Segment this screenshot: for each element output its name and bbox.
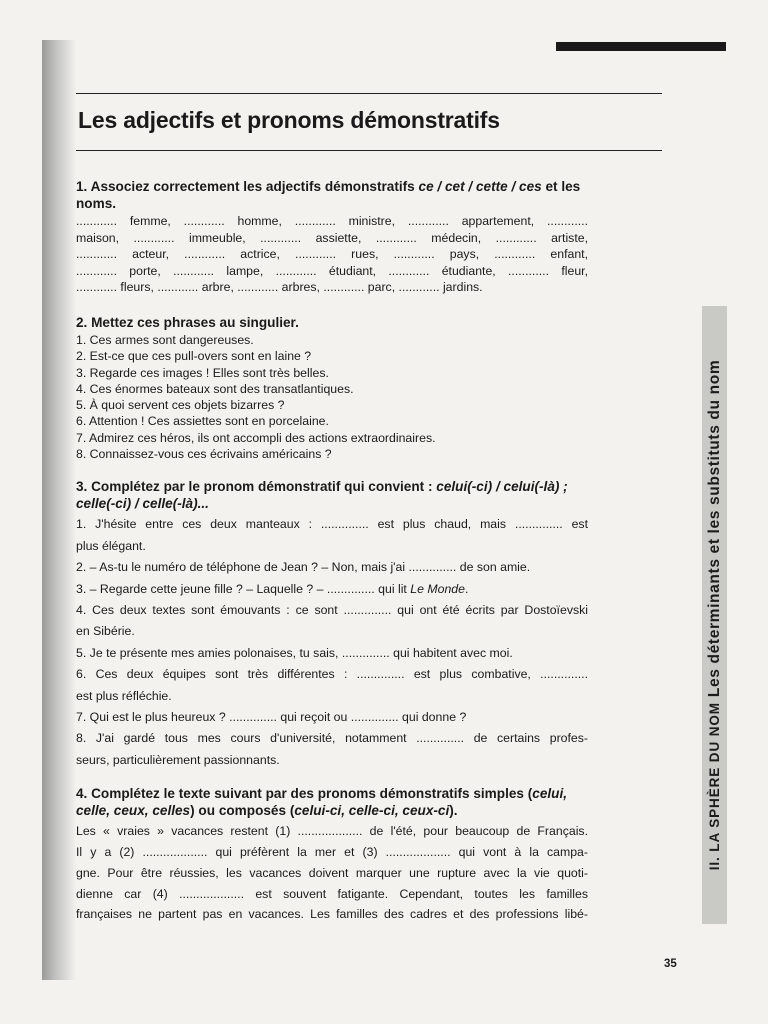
exercise-2-item: 7. Admirez ces héros, ils ont accompli des actions extraordinaires. — [76, 430, 436, 445]
top-black-bar — [556, 42, 726, 51]
exercise-3-line: en Sibérie. — [76, 624, 135, 639]
exercise-4 — [76, 785, 588, 925]
exercise-3-line: 1. J'hésite entre ces deux manteaux : .............. est plus chaud, mais .............. est — [76, 517, 588, 532]
page-number: 35 — [664, 958, 677, 970]
exercise-2-item: 1. Ces armes sont dangereuses. — [76, 332, 254, 347]
exercise-1 — [76, 178, 588, 296]
exercise-1-line: ............ porte, ............ lampe, ............ étudiant, ............ étudiante, ............ fleur, — [76, 263, 588, 278]
exercise-2-item: 4. Ces énormes bateaux sont des transatlantiques. — [76, 381, 354, 396]
exercise-1-line: ............ femme, ............ homme, ............ ministre, ............ appartement, ............ — [76, 214, 588, 228]
exercise-4-line: dienne car (4) ................... est souvent fatigante. Cependant, toutes les familles — [76, 886, 588, 901]
exercise-2-item: 2. Est-ce que ces pull-overs sont en laine ? — [76, 349, 312, 364]
page-title: Les adjectifs et pronoms démonstratifs — [78, 107, 500, 133]
exercise-4-title: 4. Complétez le texte suivant par des pronoms démonstratifs simples (celui, celle, ceux, celles) ou composés (celui-ci, celle-ci, ceux-ci). — [76, 786, 568, 819]
exercise-3-line: plus élégant. — [76, 538, 146, 553]
exercise-2 — [76, 314, 588, 462]
exercise-2-item: 8. Connaissez-vous ces écrivains américains ? — [76, 447, 332, 462]
sidebar-text — [706, 360, 724, 871]
sidebar-chapter-title: Les déterminants et les substituts du nom — [705, 359, 723, 698]
exercise-3-line: est plus réfléchie. — [76, 688, 172, 703]
exercise-4-line: Les « vraies » vacances restent (1) ................... de l'été, pour beaucoup de Français. — [76, 824, 588, 839]
exercise-3-line: 8. J'ai gardé tous mes cours d'université, notamment .............. de certains profes- — [76, 731, 588, 746]
exercise-3-title: 3. Complétez par le pronom démonstratif qui convient : celui(-ci) / celui(-là) ; celle(-ci) / celle(-là)... — [76, 479, 568, 512]
title-top-rule — [76, 93, 662, 94]
exercise-2-item: 3. Regarde ces images ! Elles sont très belles. — [76, 365, 329, 380]
sidebar-section-label: II. LA SPHÈRE DU NOM — [706, 702, 722, 871]
exercise-3-body — [76, 514, 588, 771]
exercise-3-line: seurs, particulièrement passionnants. — [76, 752, 280, 767]
exercise-4-line: françaises ne partent pas en vacances. Les familles des cadres et des professions libé- — [76, 907, 588, 922]
exercise-1-line: maison, ............ immeuble, ............ assiette, ............ médecin, ............ artiste, — [76, 230, 588, 245]
exercise-3-line: 4. Ces deux textes sont émouvants : ce sont .............. qui ont été écrits par Dostoïevski — [76, 602, 588, 617]
scan-shadow-edge — [42, 40, 76, 980]
exercise-1-title: 1. Associez correctement les adjectifs démonstratifs ce / cet / cette / ces et les noms. — [76, 179, 581, 211]
title-bottom-rule — [76, 150, 662, 151]
exercise-3-line: 5. Je te présente mes amies polonaises, tu sais, .............. qui habitent avec moi. — [76, 645, 513, 660]
exercise-2-title: 2. Mettez ces phrases au singulier. — [76, 314, 299, 330]
exercise-3 — [76, 478, 588, 771]
exercise-4-line: gne. Pour être réussies, les vacances doivent marquer une rupture avec la vie quoti- — [76, 865, 588, 880]
exercise-3-line: 3. – Regarde cette jeune fille ? – Laquelle ? – .............. qui lit Le Monde. — [76, 581, 469, 596]
exercise-2-item: 6. Attention ! Ces assiettes sont en porcelaine. — [76, 414, 329, 429]
exercise-3-line: 2. – As-tu le numéro de téléphone de Jean ? – Non, mais j'ai .............. de son amie. — [76, 560, 531, 575]
exercise-3-line: 7. Qui est le plus heureux ? .............. qui reçoit ou .............. qui donne ? — [76, 710, 467, 724]
exercise-1-line: ............ acteur, ............ actrice, ............ rues, ............ pays, ............ enfant, — [76, 247, 588, 262]
exercises-column — [76, 178, 588, 925]
exercise-4-body — [76, 821, 588, 925]
exercise-1-line: ............ fleurs, ............ arbre, ............ arbres, ............ parc, ............ jardins. — [76, 280, 483, 295]
chapter-sidebar-tab — [702, 306, 727, 924]
exercise-3-line: 6. Ces deux équipes sont très différentes : .............. est plus combative, .............. — [76, 667, 588, 682]
exercise-2-item: 5. À quoi servent ces objets bizarres ? — [76, 398, 285, 413]
exercise-4-line: Il y a (2) ................... qui préfèrent la mer et (3) ................... qui vont à la campa- — [76, 845, 588, 860]
